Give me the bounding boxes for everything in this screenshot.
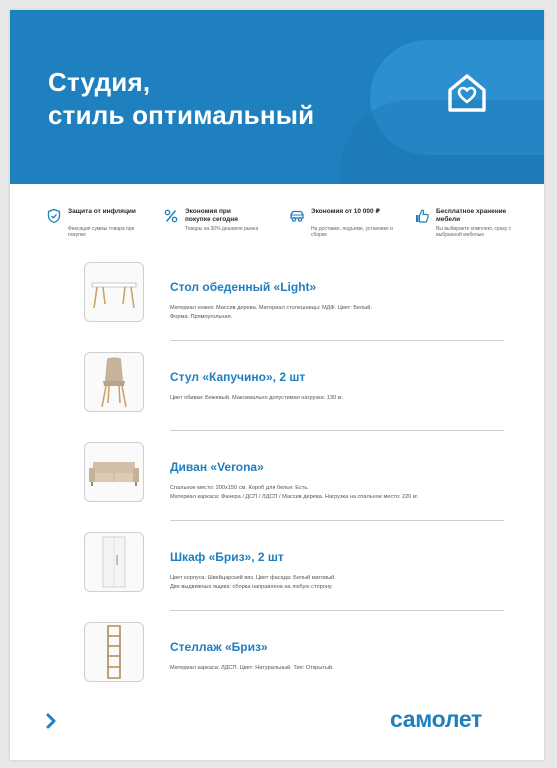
chair-icon: [94, 355, 134, 409]
item-description: [170, 664, 500, 673]
item-description-line: Спальное место: 200х150 см. Короб для белья: Есть.: [170, 485, 309, 491]
benefit-savings: [163, 208, 275, 248]
item-image: [84, 262, 144, 322]
benefit-subtitle: На доставке, подъеме, установке и сборке: [311, 226, 393, 238]
divider: [170, 610, 504, 611]
page-title-line1: Студия,: [48, 67, 151, 97]
hero-banner: [10, 10, 544, 184]
item-name: Стол обеденный «Light»: [170, 280, 317, 294]
benefit-title: Экономия от 10 000 ₽: [311, 208, 380, 215]
percent-icon: [163, 208, 179, 224]
benefit-subtitle: Вы выбираете комплект, сразу с выбранной мебелью: [436, 226, 512, 238]
list-item: [84, 622, 504, 702]
item-image: [84, 442, 144, 502]
divider: [170, 520, 504, 521]
chevron-right-icon[interactable]: [44, 712, 58, 730]
brand-logo: самолет: [390, 706, 483, 732]
truck-icon: [289, 208, 305, 224]
benefit-inflation: [46, 208, 156, 248]
item-image: [84, 532, 144, 592]
item-description-line: Форма: Прямоугольная.: [170, 314, 233, 320]
benefit-delivery: [289, 208, 404, 248]
benefit-storage: [414, 208, 516, 248]
item-name: Шкаф «Бриз», 2 шт: [170, 550, 284, 564]
item-description-line: Материал каркаса: ЛДСП. Цвет: Натуральный. Тип: Открытый.: [170, 665, 334, 671]
list-item: [84, 532, 504, 612]
benefit-title: Защита от инфляции: [68, 208, 136, 215]
item-description-line: Цвет корпуса: Швейцарский вяз. Цвет фасада: Белый матовый.: [170, 575, 336, 581]
benefit-subtitle: Фиксация суммы товара при покупке: [68, 226, 135, 238]
page-title: [48, 66, 314, 132]
divider: [170, 430, 504, 431]
divider: [170, 340, 504, 341]
home-heart-icon: [444, 70, 490, 116]
list-item: [84, 442, 504, 522]
item-description: [170, 394, 500, 403]
item-description-line: Две выдвижных ящика: сборка направлена на любую сторону.: [170, 584, 333, 590]
item-description-line: Цвет обивки: Бежевый. Максимально допустимая нагрузка: 130 кг.: [170, 395, 343, 401]
item-description: [170, 304, 500, 322]
hero-decoration-shade: [340, 100, 544, 184]
benefit-title: Экономия при покупке сегодня: [185, 208, 238, 223]
item-description-line: Материал ножек: Массив дерева. Материал столешницы: МДФ. Цвет: Белый.: [170, 305, 372, 311]
item-name: Стеллаж «Бриз»: [170, 640, 268, 654]
benefit-subtitle: Товары на 30% дешевле рынка: [185, 226, 259, 232]
benefits-row: [46, 208, 516, 248]
shelf-icon: [104, 624, 124, 680]
shield-check-icon: [46, 208, 62, 224]
item-description-line: Материал каркаса: Фанера / ДСП / ЛДСП / Массив дерева. Нагрузка на спальное место: 220 кг.: [170, 494, 419, 500]
item-description: [170, 574, 500, 592]
wardrobe-icon: [99, 535, 129, 589]
item-name: Диван «Verona»: [170, 460, 264, 474]
sofa-icon: [87, 454, 141, 490]
benefit-title: Бесплатное хранение мебели: [436, 208, 507, 223]
page-title-line2: стиль оптимальный: [48, 100, 315, 130]
catalog-page: [10, 10, 544, 760]
list-item: [84, 352, 504, 432]
item-name: Стул «Капучино», 2 шт: [170, 370, 306, 384]
list-item: [84, 262, 504, 342]
item-image: [84, 622, 144, 682]
item-description: [170, 484, 500, 502]
thumbs-up-icon: [414, 208, 430, 224]
dining-table-icon: [89, 272, 139, 312]
item-image: [84, 352, 144, 412]
